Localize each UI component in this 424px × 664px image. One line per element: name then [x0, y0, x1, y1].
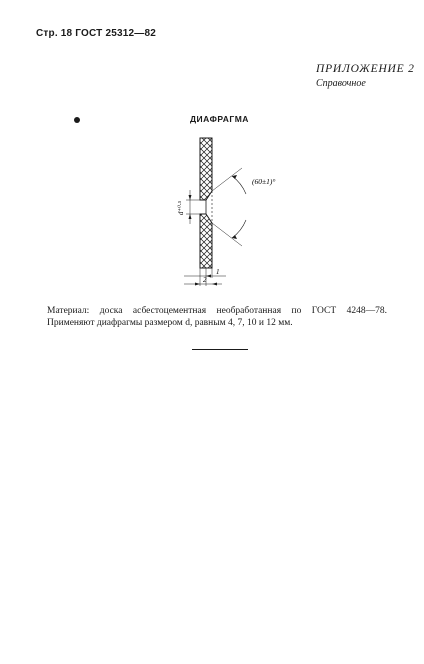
page-header: Стр. 18 ГОСТ 25312—82 — [36, 28, 156, 39]
bullet-dot — [74, 117, 80, 123]
plate-lower — [200, 214, 212, 268]
appendix-subtitle: Справочное — [316, 78, 366, 89]
thickness-label: 2 — [203, 276, 207, 284]
plate-upper — [200, 138, 212, 200]
material-note: Материал: доска асбестоцементная необработанная по ГОСТ 4248—78. Применяют диафрагмы размером d, равным 4, 7, 10 и 12 мм. — [47, 306, 387, 328]
diameter-label: d⁺⁰·⁵ — [177, 200, 185, 216]
appendix-title: ПРИЛОЖЕНИЕ 2 — [316, 63, 415, 75]
step-label: 1 — [216, 268, 220, 276]
angle-label: (60±1)° — [252, 177, 276, 186]
figure-title: ДИАФРАГМА — [190, 114, 249, 124]
diaphragm-drawing — [150, 128, 290, 288]
closing-rule — [192, 349, 248, 350]
